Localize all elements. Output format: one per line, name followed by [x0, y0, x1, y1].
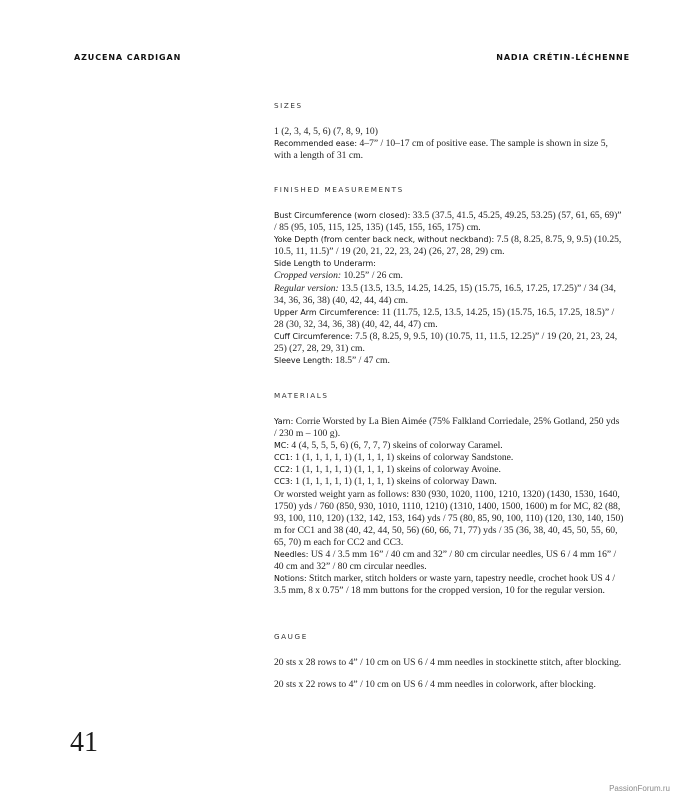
ease-label: Recommended ease: [274, 139, 358, 149]
cropped-label: Cropped version: [274, 270, 342, 282]
regular-label: Regular version: [274, 282, 339, 294]
cc1-paragraph [274, 452, 624, 464]
cc2-label: CC2: [274, 465, 293, 475]
regular-text: 13.5 (13.5, 13.5, 14.25, 14.25, 15) (15.75, 16.5, 17.25, 17.25)” / 34 (34, 34, 36, 36, 38) (40, 42, 44, 44) cm. [274, 282, 616, 306]
gauge-colorwork: 20 sts x 22 rows to 4” / 10 cm on US 6 / 4 mm needles in colorwork, after blocking. [274, 679, 596, 691]
needles-label: Needles: [274, 550, 309, 560]
yarn-text: Corrie Worsted by La Bien Aimée (75% Falkland Corriedale, 25% Gotland, 250 yds / 230 m – 100 g). [274, 416, 620, 440]
watermark: PassionForum.ru [609, 784, 670, 793]
sizes-list: 1 (2, 3, 4, 5, 6) (7, 8, 9, 10) [274, 126, 378, 137]
materials-heading: MATERIALS [274, 391, 329, 400]
bust-paragraph [274, 210, 624, 234]
sizes-section [274, 100, 624, 162]
finished-measurements-heading: FINISHED MEASUREMENTS [274, 185, 404, 194]
needles-text: US 4 / 3.5 mm 16” / 40 cm and 32” / 80 cm circular needles, US 6 / 4 mm 16” / 40 cm and 32” / 80 cm circular needles. [274, 549, 617, 573]
gauge-section [274, 631, 624, 691]
page-number: 41 [70, 727, 98, 758]
cc2-text: 1 (1, 1, 1, 1, 1) (1, 1, 1, 1) skeins of colorway Avoine. [292, 464, 501, 476]
yoke-label: Yoke Depth (from center back neck, without neckband): [274, 235, 495, 245]
gauge-heading: GAUGE [274, 632, 308, 641]
pattern-title: AZUCENA CARDIGAN [74, 53, 182, 62]
side-length-label: Side Length to Underarm: [274, 259, 376, 269]
needles-paragraph [274, 549, 624, 573]
sleeve-text: 18.5” / 47 cm. [332, 355, 390, 367]
regular-paragraph [274, 283, 624, 307]
side-length-paragraph [274, 258, 624, 270]
sleeve-paragraph [274, 355, 624, 367]
yarn-label: Yarn: [274, 417, 294, 426]
cropped-text: 10.25” / 26 cm. [341, 270, 403, 282]
cc1-label: CC1: [274, 453, 293, 463]
designer-name: NADIA CRÉTIN-LÉCHENNE [496, 53, 630, 62]
cc3-text: 1 (1, 1, 1, 1, 1) (1, 1, 1, 1) skeins of colorway Dawn. [292, 476, 497, 488]
cuff-text: 7.5 (8, 8.25, 9, 9.5, 10) (10.75, 11, 11.5, 12.25)” / 19 (20, 21, 23, 24, 25) (27, 28, 29, 31) cm. [274, 330, 618, 355]
alternate-yarn-paragraph: Or worsted weight yarn as follows: 830 (930, 1020, 1100, 1210, 1320) (1430, 1530, 1640, 1750) yds / 760 (850, 930, 1010, 1110, 1210) (1310, 1400, 1500, 1600) m for MC, 82 (88, 93, 100, 110, 120) (132, 142, 153, 164) yds / 75 (80, 85, 90, 100, 110) (120, 130, 140, 150) m for CC1 and 38 (40, 42, 44, 50, 56) (60, 66, 71, 77) yds / 35 (36, 38, 40, 45, 50, 55, 60, 65, 70) m each for CC2 and CC3. [274, 488, 624, 548]
cropped-paragraph [274, 270, 624, 282]
notions-label: Notions: [274, 574, 307, 584]
mc-paragraph [274, 440, 624, 452]
bust-label: Bust Circumference (worn closed): [274, 211, 411, 220]
cc3-paragraph [274, 476, 624, 488]
cuff-paragraph [274, 331, 624, 355]
yarn-paragraph [274, 416, 624, 440]
finished-measurements-section [274, 184, 624, 367]
notions-text: Stitch marker, stitch holders or waste yarn, tapestry needle, crochet hook US 4 / 3.5 mm, 8 x 0.75” / 18 mm buttons for the cropped version, 10 for the regular version. [274, 573, 616, 597]
ease-text: 4–7” / 10–17 cm of positive ease. The sample is shown in size 5, with a length of 31 cm. [274, 138, 608, 162]
sizes-heading: SIZES [274, 101, 303, 110]
ease-paragraph [274, 138, 624, 162]
cuff-label: Cuff Circumference: [274, 331, 353, 341]
gauge-stockinette: 20 sts x 28 rows to 4” / 10 cm on US 6 / 4 mm needles in stockinette stitch, after blocking. [274, 657, 622, 668]
mc-text: 4 (4, 5, 5, 5, 6) (6, 7, 7, 7) skeins of colorway Caramel. [288, 440, 503, 452]
mc-label: MC: [274, 441, 289, 451]
cc3-label: CC3: [274, 477, 293, 487]
cc2-paragraph [274, 464, 624, 476]
materials-section [274, 390, 624, 597]
notions-paragraph [274, 573, 624, 597]
upper-arm-text: 11 (11.75, 12.5, 13.5, 14.25, 15) (15.75, 16.5, 17.25, 18.5)” / 28 (30, 32, 34, 36, 38) (40, 42, 44, 47) cm. [274, 306, 615, 330]
yoke-paragraph [274, 234, 624, 258]
yoke-text: 7.5 (8, 8.25, 8.75, 9, 9.5) (10.25, 10.5, 11, 11.5)” / 19 (20, 21, 22, 23, 24) (26, 27, 28, 29) cm. [274, 234, 622, 258]
upper-arm-label: Upper Arm Circumference: [274, 307, 380, 317]
cc1-text: 1 (1, 1, 1, 1, 1) (1, 1, 1, 1) skeins of colorway Sandstone. [292, 452, 514, 464]
bust-text: 33.5 (37.5, 41.5, 45.25, 49.25, 53.25) (57, 61, 65, 69)” / 85 (95, 105, 115, 125, 135) (145, 155, 165, 175) cm. [274, 210, 622, 234]
upper-arm-paragraph [274, 307, 624, 331]
sleeve-label: Sleeve Length: [274, 356, 333, 366]
